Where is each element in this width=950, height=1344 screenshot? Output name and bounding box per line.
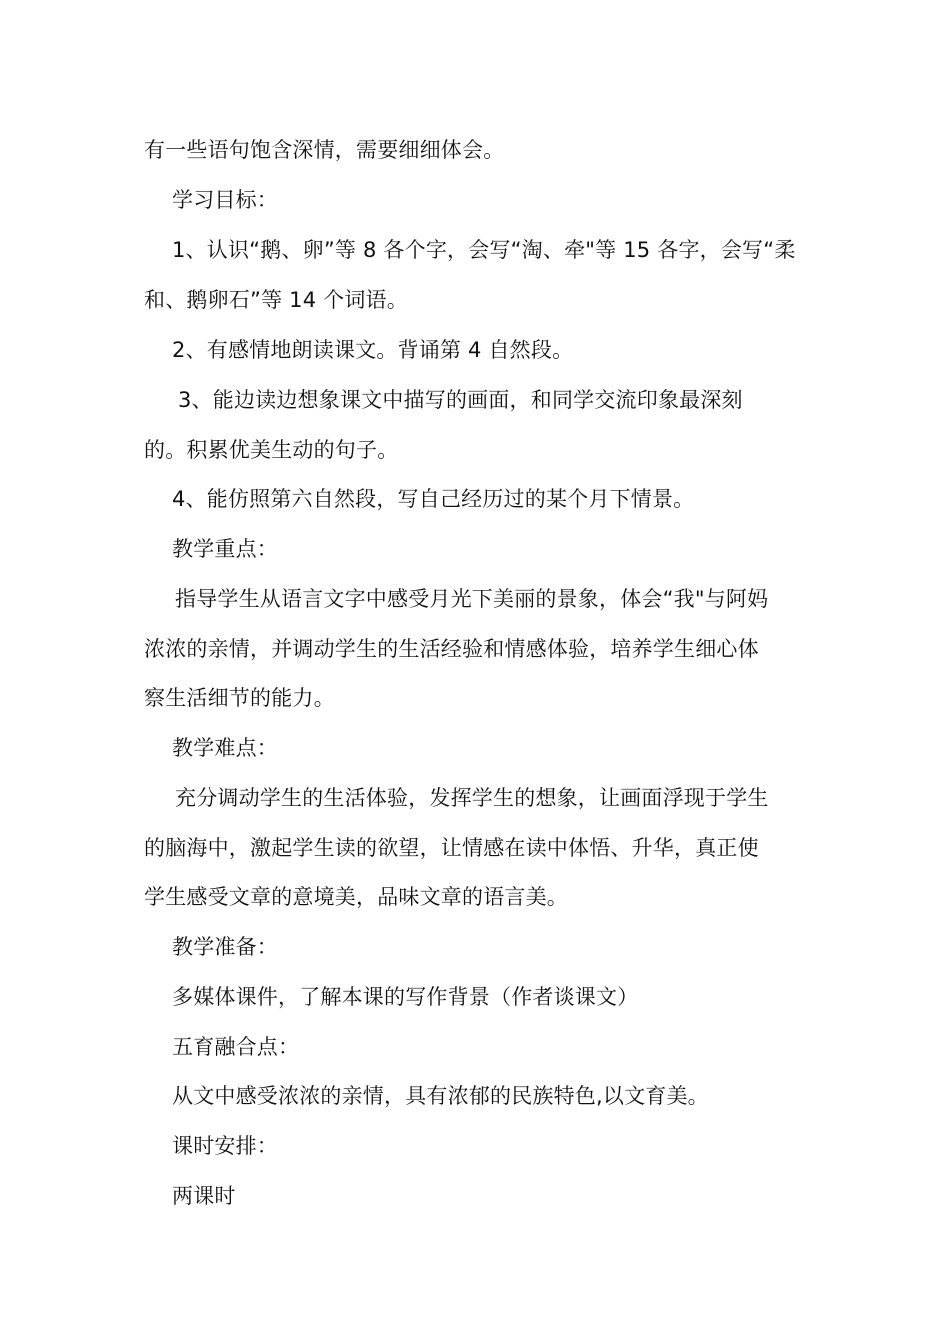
difficulties-paragraph-line-2: 的脑海中，激起学生读的欲望，让情感在读中体悟、升华，真正使 (144, 836, 759, 860)
section-heading-difficulties: 教学难点： (172, 736, 278, 760)
key-points-paragraph-line-2: 浓浓的亲情，并调动学生的生活经验和情感体验，培养学生细心体 (144, 637, 759, 661)
key-points-paragraph-line-3: 察生活细节的能力。 (144, 686, 335, 710)
goal-item-3: 3、能边读边想象课文中描写的画面，和同学交流印象最深刻 (178, 388, 743, 412)
goal-item-1-continued: 和、鹅卵石”等 14 个词语。 (144, 288, 408, 312)
goal-item-1: 1、认识“鹅、卵”等 8 各个字，会写“淘、牵"等 15 各字，会写“柔 (172, 238, 796, 262)
key-points-paragraph: 指导学生从语言文字中感受月光下美丽的景象，体会“我"与阿妈 (175, 587, 769, 611)
difficulties-paragraph: 充分调动学生的生活体验，发挥学生的想象，让画面浮现于学生 (175, 786, 769, 810)
section-heading-key-points: 教学重点： (172, 537, 278, 561)
preparation-text: 多媒体课件，了解本课的写作背景（作者谈课文） (172, 985, 639, 1009)
section-heading-learning-goals: 学习目标： (172, 188, 278, 212)
difficulties-paragraph-line-3: 学生感受文章的意境美，品味文章的语言美。 (144, 885, 568, 909)
integration-text: 从文中感受浓浓的亲情，具有浓郁的民族特色,以文育美。 (172, 1084, 709, 1108)
goal-item-2: 2、有感情地朗读课文。背诵第 4 自然段。 (172, 338, 574, 362)
goal-item-3-continued: 的。积累优美生动的句子。 (144, 438, 399, 462)
text-line: 有一些语句饱含深情，需要细细体会。 (144, 138, 505, 162)
section-heading-integration: 五育融合点： (172, 1035, 300, 1059)
goal-item-4: 4、能仿照第六自然段，写自己经历过的某个月下情景。 (172, 487, 695, 511)
section-heading-preparation: 教学准备： (172, 935, 278, 959)
schedule-text: 两课时 (172, 1184, 236, 1208)
section-heading-schedule: 课时安排： (172, 1134, 278, 1158)
